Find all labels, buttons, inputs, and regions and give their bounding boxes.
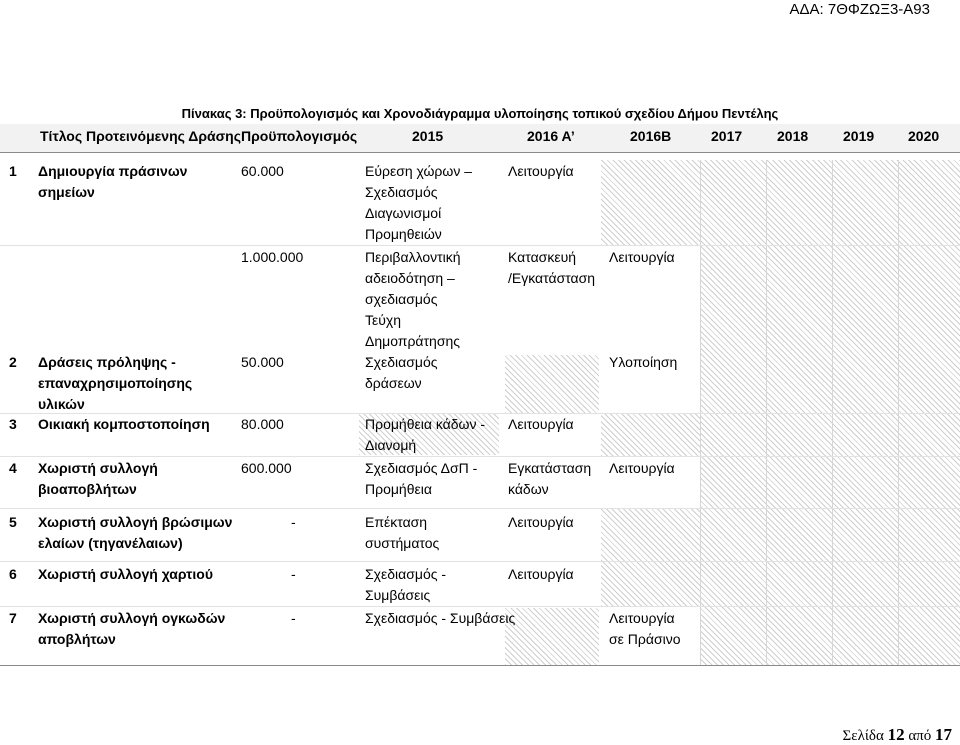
stage-text: συστήματος bbox=[365, 535, 440, 551]
hatch-2016a-row2 bbox=[505, 355, 599, 413]
stage-text: Προμήθεια bbox=[365, 481, 432, 497]
stage-text: Σχεδιασμός - bbox=[365, 566, 447, 582]
header-budget: Προϋπολογισμός bbox=[241, 128, 358, 144]
grid-line bbox=[0, 606, 960, 607]
row-title: επαναχρησιμοποίησης bbox=[38, 375, 193, 391]
operation-text: Λειτουργία bbox=[508, 163, 574, 179]
row-title: Οικιακή κομποστοποίηση bbox=[38, 416, 210, 432]
operation-text: Λειτουργία bbox=[609, 610, 675, 626]
hatch-2016b-row5 bbox=[601, 508, 700, 606]
operation-text: σε Πράσινο bbox=[609, 631, 681, 647]
stage-text: αδειοδότηση – bbox=[365, 270, 455, 286]
budget-value: - bbox=[291, 610, 296, 626]
ada-code: ΑΔΑ: 7ΘΦΖΩΞ3-Α93 bbox=[789, 1, 930, 18]
footer-prefix: Σελίδα bbox=[842, 728, 888, 744]
stage-text: Προμήθεια κάδων - bbox=[365, 416, 486, 432]
stage-text: σχεδιασμός bbox=[365, 291, 438, 307]
hatch-2016b-mid bbox=[601, 413, 700, 456]
header-title: Τίτλος Προτεινόμενης Δράσης bbox=[40, 128, 242, 144]
budget-value: 50.000 bbox=[241, 354, 284, 370]
row-title: Δράσεις πρόληψης - bbox=[38, 354, 176, 370]
row-title: Δημιουργία πράσινων bbox=[38, 163, 188, 179]
budget-value: 60.000 bbox=[241, 163, 284, 179]
table-caption: Πίνακας 3: Προϋπολογισμός και Χρονοδιάγραμμα υλοποίησης τοπικού σχεδίου Δήμου Πεντέλης bbox=[181, 106, 779, 121]
row-number: 2 bbox=[9, 354, 17, 370]
header-2020: 2020 bbox=[908, 128, 940, 144]
installation-text: Εγκατάσταση bbox=[508, 460, 592, 476]
page-total: 17 bbox=[935, 725, 952, 744]
header-2015: 2015 bbox=[412, 128, 444, 144]
hatch-2016b-top bbox=[601, 160, 700, 245]
stage-text: Επέκταση bbox=[365, 514, 428, 530]
row-number: 1 bbox=[9, 163, 17, 179]
grid-line bbox=[0, 561, 960, 562]
operation-text: Λειτουργία bbox=[609, 460, 675, 476]
row-title: αποβλήτων bbox=[38, 631, 116, 647]
construction-text: /Εγκατάσταση bbox=[508, 270, 596, 286]
row-number: 5 bbox=[9, 514, 17, 530]
row-title: βιοαποβλήτων bbox=[38, 481, 137, 497]
stage-text: Διαγωνισμοί bbox=[365, 205, 442, 221]
budget-value: 600.000 bbox=[241, 460, 292, 476]
row-number: 7 bbox=[9, 610, 17, 626]
row-title: ελαίων (τηγανέλαιων) bbox=[38, 535, 183, 551]
stage-text: Σχεδιασμός ΔσΠ - bbox=[365, 460, 478, 476]
operation-text: Λειτουργία bbox=[508, 514, 574, 530]
operation-text: Λειτουργία bbox=[609, 249, 675, 265]
row-title: Χωριστή συλλογή χαρτιού bbox=[38, 566, 213, 582]
footer-mid: από bbox=[904, 728, 935, 744]
stage-text: Προμηθειών bbox=[365, 226, 442, 242]
implementation-text: Υλοποίηση bbox=[609, 354, 678, 370]
header-2017: 2017 bbox=[711, 128, 743, 144]
row-number: 4 bbox=[9, 460, 17, 476]
stage-text: Δημοπράτησης bbox=[365, 333, 460, 349]
table-bottom-border bbox=[0, 665, 960, 666]
header-2019: 2019 bbox=[843, 128, 875, 144]
budget-value: - bbox=[291, 566, 296, 582]
row-number: 6 bbox=[9, 566, 17, 582]
row-title: Χωριστή συλλογή ογκωδών bbox=[38, 610, 226, 626]
budget-value: 1.000.000 bbox=[241, 249, 304, 265]
grid-line bbox=[0, 508, 960, 509]
hatch-2016a-row7 bbox=[505, 608, 599, 665]
header-2016b: 2016Β bbox=[630, 128, 672, 144]
stage-text: Συμβάσεις bbox=[365, 587, 431, 603]
grid-line bbox=[0, 245, 960, 246]
row-title: Χωριστή συλλογή bbox=[38, 460, 158, 476]
stage-text: δράσεων bbox=[365, 375, 422, 391]
row-title: σημείων bbox=[38, 184, 95, 200]
stage-text: Σχεδιασμός bbox=[365, 184, 438, 200]
budget-value: - bbox=[291, 514, 296, 530]
construction-text: Κατασκευή bbox=[508, 249, 577, 265]
budget-value: 80.000 bbox=[241, 416, 284, 432]
page-number: 12 bbox=[887, 725, 905, 744]
header-2016a: 2016 Α’ bbox=[527, 128, 575, 144]
stage-text: Τεύχη bbox=[365, 312, 402, 328]
stage-text: Διανομή bbox=[365, 437, 417, 453]
grid-line bbox=[0, 456, 960, 457]
page-footer bbox=[843, 725, 952, 745]
stage-text: Εύρεση χώρων – bbox=[365, 163, 472, 179]
row-title: Χωριστή συλλογή βρώσιμων bbox=[38, 514, 233, 530]
operation-text: Λειτουργία bbox=[508, 566, 574, 582]
stage-text: Σχεδιασμός - Συμβάσεις bbox=[365, 610, 516, 626]
header-2018: 2018 bbox=[777, 128, 809, 144]
operation-text: Λειτουργία bbox=[508, 416, 574, 432]
installation-text: κάδων bbox=[508, 481, 549, 497]
table-header-row bbox=[0, 124, 960, 153]
stage-text: Σχεδιασμός bbox=[365, 354, 438, 370]
row-title: υλικών bbox=[38, 396, 85, 412]
stage-text: Περιβαλλοντική bbox=[365, 249, 461, 265]
row-number: 3 bbox=[9, 416, 17, 432]
